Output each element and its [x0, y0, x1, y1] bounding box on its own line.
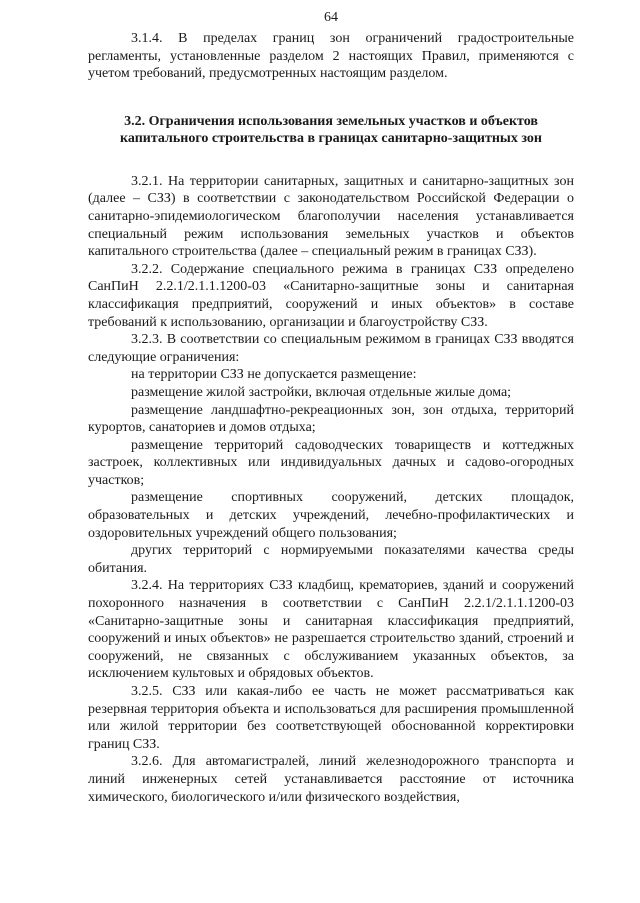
restriction-item: размещение жилой застройки, включая отдельные жилые дома; [131, 384, 512, 400]
restriction-intro: на территории СЗЗ не допускается размещение: [131, 367, 417, 383]
paragraph-3-2-1: 3.2.1. На территории санитарных, защитных и санитарно-защитных зон (далее – СЗЗ) в соответствии с законодательством Российской Федерации о санитарно-эпидемиологическом благополучии населения устанавливается специальный режим использования земельных участков и объектов капитального строительства (далее – специальный режим в границах СЗЗ). [88, 173, 574, 260]
paragraph-3-2-4: 3.2.4. На территориях СЗЗ кладбищ, крематориев, зданий и сооружений похоронного назначения в соответствии с СанПиН 2.2.1/2.1.1.1200-03 «Санитарно-защитные зоны и санитарная классификация предприятий, сооружений и иных объектов» не разрешается строительство зданий, строений и сооружений, не связанных с обслуживанием указанных объектов, за исключением культовых и обрядовых объектов. [88, 578, 574, 682]
paragraph-3-2-2: 3.2.2. Содержание специального режима в границах СЗЗ определено СанПиН 2.2.1/2.1.1.1200-03 «Санитарно-защитные зоны и санитарная классификация предприятий, сооружений и иных объектов» в составе требований к использованию, организации и благоустройству СЗЗ. [88, 261, 574, 330]
restriction-item: других территорий с нормируемыми показателями качества среды обитания. [88, 543, 574, 576]
page-number: 64 [324, 10, 338, 25]
paragraph-3-2-6: 3.2.6. Для автомагистралей, линий железнодорожного транспорта и линий инженерных сетей устанавливается расстояние от источника химического, биологического и/или физического воздействия, [88, 754, 574, 805]
restriction-item: размещение ландшафтно-рекреационных зон, зон отдыха, территорий курортов, санаториев и домов отдыха; [88, 402, 574, 436]
restriction-item: размещение спортивных сооружений, детских площадок, образовательных и детских учреждений, лечебно-профилактических и оздоровительных учреждений общего пользования; [88, 490, 574, 541]
section-heading: 3.2. Ограничения использования земельных участков и объектов капитального строительства в границах санитарно-защитных зон [120, 113, 542, 146]
paragraph-3-1-4: 3.1.4. В пределах границ зон ограничений градостроительные регламенты, установленные разделом 2 настоящих Правил, применяются с учетом требований, предусмотренных настоящим разделом. [88, 31, 574, 82]
paragraph-3-2-5: 3.2.5. СЗЗ или какая-либо ее часть не может рассматриваться как резервная территория объекта и использоваться для расширения промышленной или жилой территории без соответствующей обоснованной корректировки границ СЗЗ. [88, 684, 574, 752]
paragraph-3-2-3: 3.2.3. В соответствии со специальным режимом в границах СЗЗ вводятся следующие ограничения: [88, 332, 574, 365]
restriction-item: размещение территорий садоводческих товариществ и коттеджных застроек, коллективных или индивидуальных дачных и садово-огородных участков; [88, 437, 574, 488]
